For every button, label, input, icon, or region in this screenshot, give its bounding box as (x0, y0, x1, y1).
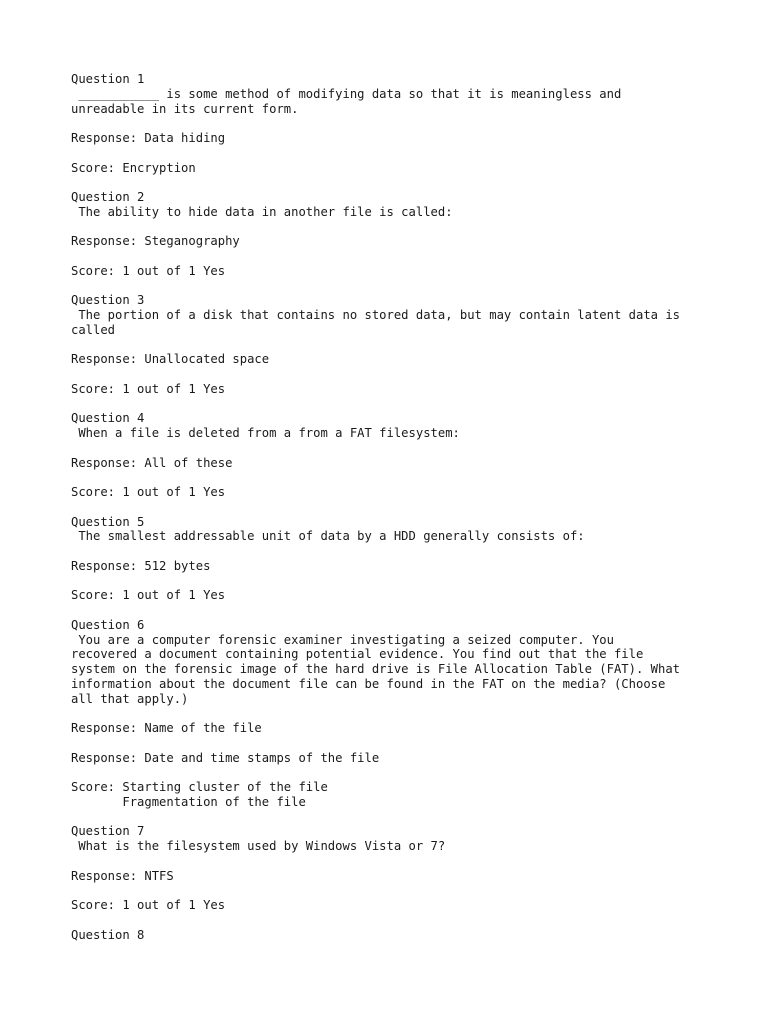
response-line: Response: Date and time stamps of the file (71, 750, 380, 765)
question-text: system on the forensic image of the hard drive is File Allocation Table (FAT). What (71, 662, 681, 676)
question-8 (71, 928, 711, 943)
question-text: called (71, 322, 116, 337)
question-heading: Question 6 (71, 617, 145, 632)
question-text: The ability to hide data in another file is called: (71, 204, 453, 219)
question-text: The smallest addressable unit of data by a HDD generally consists of: (71, 529, 585, 544)
question-heading: Question 5 (71, 514, 145, 529)
score-line: Score: 1 out of 1 Yes (71, 898, 226, 912)
question-heading: Question 4 (71, 411, 145, 426)
score-line-continued: Fragmentation of the file (71, 794, 306, 809)
response-line: Response: Unallocated space (71, 352, 270, 367)
response-line: Response: 512 bytes (71, 558, 211, 573)
question-6 (71, 618, 711, 825)
question-text: What is the filesystem used by Windows Vista or 7? (71, 839, 446, 853)
document-page (71, 72, 711, 942)
response-line: Response: Name of the file (71, 721, 262, 735)
question-heading: Question 3 (71, 293, 145, 308)
response-line: Response: All of these (71, 455, 233, 470)
score-line: Score: 1 out of 1 Yes (71, 485, 226, 499)
question-text: information about the document file can be found in the FAT on the media? (Choose (71, 676, 666, 691)
score-line: Score: 1 out of 1 Yes (71, 381, 226, 396)
question-2 (71, 190, 711, 293)
score-line: Score: 1 out of 1 Yes (71, 588, 226, 603)
question-3 (71, 293, 711, 411)
question-text: You are a computer forensic examiner investigating a seized computer. You (71, 632, 614, 647)
question-1 (71, 72, 711, 190)
question-5 (71, 515, 711, 618)
response-line: Response: NTFS (71, 868, 174, 883)
question-4 (71, 411, 711, 514)
response-line: Response: Steganography (71, 234, 240, 249)
question-text: recovered a document containing potential evidence. You find out that the file (71, 647, 644, 662)
question-text: ___________ is some method of modifying data so that it is meaningless and (71, 86, 622, 101)
question-7 (71, 824, 711, 927)
score-line: Score: Encryption (71, 160, 196, 175)
question-text: When a file is deleted from a from a FAT filesystem: (71, 426, 460, 440)
question-text: The portion of a disk that contains no stored data, but may contain latent data is (71, 308, 681, 322)
question-heading: Question 1 (71, 72, 145, 86)
question-heading: Question 8 (71, 927, 145, 942)
question-heading: Question 2 (71, 190, 145, 204)
response-line: Response: Data hiding (71, 131, 226, 145)
score-line: Score: Starting cluster of the file (71, 780, 328, 794)
question-text: unreadable in its current form. (71, 101, 299, 116)
question-heading: Question 7 (71, 824, 145, 839)
question-text: all that apply.) (71, 691, 189, 706)
score-line: Score: 1 out of 1 Yes (71, 263, 226, 278)
